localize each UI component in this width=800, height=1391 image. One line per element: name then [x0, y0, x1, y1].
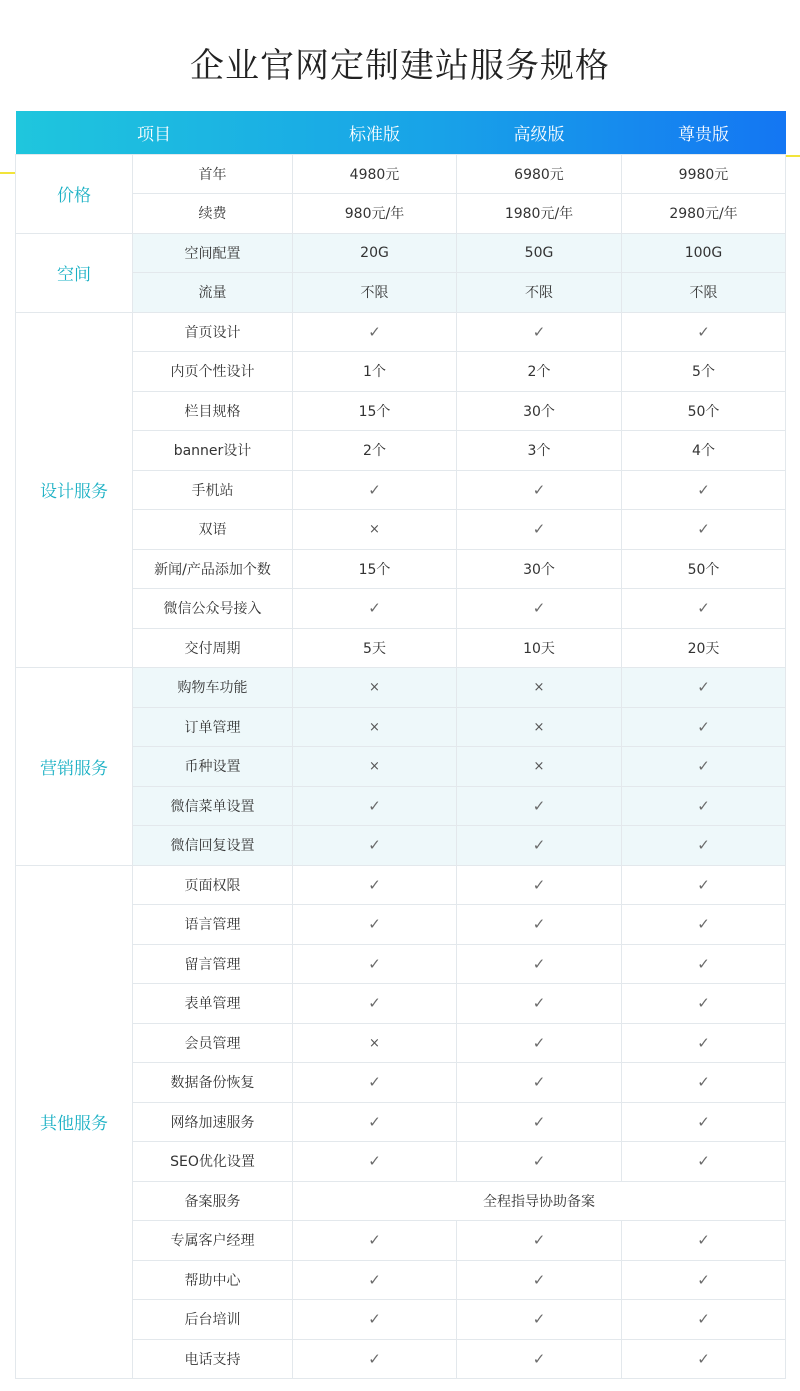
feature-value-cell — [457, 1221, 622, 1261]
feature-value-cell — [622, 154, 786, 194]
check-icon: ✓ — [368, 875, 381, 894]
feature-value-cell — [457, 944, 622, 984]
check-icon: ✓ — [368, 1152, 381, 1171]
feature-value-cell — [457, 154, 622, 194]
header-advanced: 高级版 — [513, 124, 565, 145]
table-header-row — [16, 111, 786, 154]
check-icon: ✓ — [368, 1112, 381, 1131]
feature-value-cell — [457, 233, 622, 273]
feature-value-cell — [293, 1300, 457, 1340]
feature-value: 不限 — [689, 285, 718, 302]
feature-value-cell — [293, 549, 457, 589]
feature-value-cell — [457, 391, 622, 431]
check-icon: ✓ — [532, 1033, 546, 1052]
feature-value-cell — [457, 510, 622, 550]
feature-value-cell — [622, 944, 786, 984]
check-icon: ✓ — [697, 520, 710, 539]
feature-value-cell — [622, 1142, 786, 1182]
category-label: 价格 — [16, 154, 133, 233]
feature-value-cell — [293, 1102, 457, 1142]
feature-value: 50个 — [687, 561, 720, 578]
feature-value: 50G — [524, 244, 554, 261]
feature-value: 20天 — [687, 640, 720, 657]
category-label: 设计服务 — [16, 312, 133, 668]
feature-label: 新闻/产品添加个数 — [133, 549, 293, 589]
feature-value: 5个 — [692, 364, 715, 381]
feature-value-cell — [622, 905, 786, 945]
feature-label: 语言管理 — [133, 905, 293, 945]
feature-value-cell — [622, 984, 786, 1024]
feature-label: SEO优化设置 — [133, 1142, 293, 1182]
feature-value: 9980元 — [678, 166, 729, 183]
feature-value-cell — [622, 826, 786, 866]
check-icon: ✓ — [697, 1231, 710, 1250]
table-row — [16, 154, 786, 194]
feature-value-all: 全程指导协助备案 — [293, 1181, 786, 1221]
category-label: 其他服务 — [16, 865, 133, 1379]
feature-label: banner设计 — [133, 431, 293, 471]
feature-value-cell — [293, 589, 457, 629]
category-label: 空间 — [16, 233, 133, 312]
feature-label: 会员管理 — [133, 1023, 293, 1063]
check-icon: ✓ — [368, 994, 381, 1013]
feature-value-cell — [457, 668, 622, 708]
cross-icon: × — [369, 719, 380, 735]
feature-value-cell — [457, 431, 622, 471]
feature-value-cell — [457, 628, 622, 668]
cross-icon: × — [369, 1035, 380, 1051]
feature-value: 20G — [360, 244, 389, 261]
cross-icon: × — [533, 759, 545, 775]
feature-label: 帮助中心 — [133, 1260, 293, 1300]
check-icon: ✓ — [532, 836, 546, 855]
feature-value-cell — [457, 747, 622, 787]
feature-value-cell — [622, 1023, 786, 1063]
feature-value-cell — [293, 431, 457, 471]
category-label: 营销服务 — [16, 668, 133, 866]
feature-label: 空间配置 — [133, 233, 293, 273]
feature-label: 电话支持 — [133, 1339, 293, 1379]
feature-value: 不限 — [360, 285, 389, 302]
feature-value-cell — [622, 233, 786, 273]
feature-value: 4980元 — [349, 166, 400, 183]
check-icon: ✓ — [532, 1112, 546, 1131]
feature-value: 不限 — [525, 285, 553, 302]
table-row — [16, 312, 786, 352]
feature-value-cell — [622, 431, 786, 471]
feature-value-cell — [293, 747, 457, 787]
check-icon: ✓ — [532, 1310, 546, 1329]
check-icon: ✓ — [697, 1152, 710, 1171]
check-icon: ✓ — [532, 954, 546, 973]
feature-value-cell — [622, 391, 786, 431]
feature-value: 5天 — [363, 640, 386, 657]
feature-value-cell — [622, 589, 786, 629]
check-icon: ✓ — [697, 599, 710, 618]
check-icon: ✓ — [697, 1073, 710, 1092]
feature-value: 2个 — [527, 364, 551, 381]
check-icon: ✓ — [368, 796, 381, 815]
check-icon: ✓ — [697, 1033, 710, 1052]
feature-value-cell — [457, 826, 622, 866]
feature-value-cell — [622, 194, 786, 234]
feature-value-cell — [293, 312, 457, 352]
feature-label: 网络加速服务 — [133, 1102, 293, 1142]
header-item: 项目 — [137, 124, 171, 145]
spec-table — [15, 111, 786, 1379]
check-icon: ✓ — [697, 717, 710, 736]
check-icon: ✓ — [532, 1152, 546, 1171]
check-icon: ✓ — [368, 836, 381, 855]
check-icon: ✓ — [697, 994, 710, 1013]
check-icon: ✓ — [697, 322, 710, 341]
feature-label: 流量 — [133, 273, 293, 313]
feature-value-cell — [622, 1221, 786, 1261]
feature-value-cell — [622, 312, 786, 352]
check-icon: ✓ — [697, 796, 710, 815]
feature-value-cell — [293, 865, 457, 905]
feature-value: 1980元/年 — [504, 206, 574, 223]
check-icon: ✓ — [532, 322, 546, 341]
feature-value-cell — [293, 273, 457, 313]
feature-value-cell — [293, 194, 457, 234]
feature-value-cell — [622, 470, 786, 510]
feature-value: 1个 — [363, 364, 386, 381]
feature-label: 留言管理 — [133, 944, 293, 984]
feature-value-cell — [622, 786, 786, 826]
feature-value-cell — [457, 865, 622, 905]
check-icon: ✓ — [697, 1310, 710, 1329]
feature-label: 备案服务 — [133, 1181, 293, 1221]
feature-value: 4个 — [692, 443, 715, 460]
check-icon: ✓ — [532, 480, 546, 499]
check-icon: ✓ — [532, 1349, 546, 1368]
feature-value: 2个 — [363, 443, 386, 460]
feature-value-cell — [293, 1063, 457, 1103]
feature-value-cell — [293, 391, 457, 431]
check-icon: ✓ — [368, 480, 381, 499]
feature-value-cell — [457, 707, 622, 747]
feature-value-cell — [622, 1300, 786, 1340]
feature-value-cell — [457, 984, 622, 1024]
feature-value-cell — [622, 668, 786, 708]
feature-value-cell — [622, 747, 786, 787]
cross-icon: × — [533, 680, 545, 696]
header-standard: 标准版 — [349, 124, 400, 145]
cross-icon: × — [369, 522, 380, 538]
feature-value-cell — [457, 1339, 622, 1379]
feature-label: 栏目规格 — [133, 391, 293, 431]
cross-icon: × — [369, 759, 380, 775]
feature-value-cell — [457, 1102, 622, 1142]
feature-value-cell — [622, 1063, 786, 1103]
check-icon: ✓ — [532, 875, 546, 894]
check-icon: ✓ — [532, 520, 546, 539]
feature-value-cell — [293, 707, 457, 747]
feature-value-cell — [457, 1260, 622, 1300]
feature-value-cell — [622, 549, 786, 589]
feature-value-cell — [293, 470, 457, 510]
feature-value: 3个 — [527, 443, 551, 460]
feature-label: 后台培训 — [133, 1300, 293, 1340]
feature-value-cell — [293, 1339, 457, 1379]
check-icon: ✓ — [697, 1270, 710, 1289]
feature-value-cell — [293, 628, 457, 668]
check-icon: ✓ — [697, 1112, 710, 1131]
feature-label: 微信公众号接入 — [133, 589, 293, 629]
check-icon: ✓ — [532, 915, 546, 934]
feature-label: 专属客户经理 — [133, 1221, 293, 1261]
check-icon: ✓ — [697, 875, 710, 894]
feature-value: 100G — [684, 244, 723, 261]
check-icon: ✓ — [697, 480, 710, 499]
feature-value-cell — [457, 352, 622, 392]
feature-value-cell — [457, 312, 622, 352]
check-icon: ✓ — [532, 1270, 546, 1289]
feature-value-cell — [293, 984, 457, 1024]
header-premium: 尊贵版 — [678, 124, 729, 145]
feature-value-cell — [457, 549, 622, 589]
feature-label: 数据备份恢复 — [133, 1063, 293, 1103]
check-icon: ✓ — [697, 757, 710, 776]
feature-value-cell — [622, 707, 786, 747]
check-icon: ✓ — [368, 599, 381, 618]
feature-value-cell — [293, 1142, 457, 1182]
check-icon: ✓ — [697, 836, 710, 855]
feature-label: 首页设计 — [133, 312, 293, 352]
feature-label: 首年 — [133, 154, 293, 194]
feature-value-cell — [457, 1023, 622, 1063]
feature-value-cell — [457, 786, 622, 826]
feature-value-cell — [457, 905, 622, 945]
feature-value: 6980元 — [514, 166, 564, 183]
feature-value-cell — [293, 1260, 457, 1300]
feature-value-cell — [622, 865, 786, 905]
check-icon: ✓ — [532, 796, 546, 815]
check-icon: ✓ — [532, 1231, 546, 1250]
feature-label: 购物车功能 — [133, 668, 293, 708]
feature-value: 2980元/年 — [669, 206, 738, 223]
check-icon: ✓ — [697, 954, 710, 973]
feature-value-cell — [293, 905, 457, 945]
feature-value: 30个 — [523, 403, 555, 420]
feature-value-cell — [293, 154, 457, 194]
feature-value-cell — [293, 233, 457, 273]
feature-value-cell — [293, 668, 457, 708]
check-icon: ✓ — [532, 1073, 546, 1092]
feature-value-cell — [622, 628, 786, 668]
table-row — [16, 865, 786, 905]
feature-value-cell — [293, 786, 457, 826]
table-row — [16, 233, 786, 273]
decorative-line — [785, 155, 800, 157]
feature-value-cell — [457, 589, 622, 629]
feature-value-cell — [622, 510, 786, 550]
feature-label: 交付周期 — [133, 628, 293, 668]
feature-value-cell — [293, 1221, 457, 1261]
check-icon: ✓ — [368, 1231, 381, 1250]
check-icon: ✓ — [368, 1349, 381, 1368]
feature-value: 15个 — [358, 403, 391, 420]
feature-value-cell — [293, 826, 457, 866]
feature-value-cell — [622, 1260, 786, 1300]
cross-icon: × — [369, 680, 380, 696]
feature-label: 续费 — [133, 194, 293, 234]
feature-label: 页面权限 — [133, 865, 293, 905]
feature-value-cell — [457, 1300, 622, 1340]
feature-value-cell — [293, 510, 457, 550]
check-icon: ✓ — [532, 994, 546, 1013]
check-icon: ✓ — [368, 1073, 381, 1092]
check-icon: ✓ — [697, 915, 710, 934]
feature-value-cell — [622, 352, 786, 392]
feature-label: 表单管理 — [133, 984, 293, 1024]
feature-value-cell — [457, 1063, 622, 1103]
cross-icon: × — [533, 719, 545, 735]
feature-value-cell — [293, 352, 457, 392]
check-icon: ✓ — [368, 1310, 381, 1329]
feature-value: 15个 — [358, 561, 391, 578]
page-title: 企业官网定制建站服务规格 — [190, 46, 610, 86]
check-icon: ✓ — [368, 1270, 381, 1289]
feature-label: 手机站 — [133, 470, 293, 510]
feature-value-cell — [622, 1102, 786, 1142]
feature-value-cell — [293, 1023, 457, 1063]
feature-label: 双语 — [133, 510, 293, 550]
feature-label: 微信菜单设置 — [133, 786, 293, 826]
feature-value-cell — [457, 470, 622, 510]
check-icon: ✓ — [368, 954, 381, 973]
check-icon: ✓ — [368, 322, 381, 341]
feature-value-cell — [457, 273, 622, 313]
check-icon: ✓ — [697, 1349, 710, 1368]
feature-label: 币种设置 — [133, 747, 293, 787]
feature-label: 订单管理 — [133, 707, 293, 747]
feature-value-cell — [457, 1142, 622, 1182]
feature-label: 内页个性设计 — [133, 352, 293, 392]
feature-value-cell — [457, 194, 622, 234]
table-row — [16, 668, 786, 708]
check-icon: ✓ — [368, 915, 381, 934]
feature-value: 10天 — [523, 640, 555, 657]
feature-value: 30个 — [523, 561, 555, 578]
feature-value: 50个 — [687, 403, 720, 420]
feature-value-cell — [622, 1339, 786, 1379]
feature-value-cell — [622, 273, 786, 313]
feature-value-cell — [293, 944, 457, 984]
feature-label: 微信回复设置 — [133, 826, 293, 866]
check-icon: ✓ — [532, 599, 546, 618]
check-icon: ✓ — [697, 678, 710, 697]
feature-value: 980元/年 — [344, 206, 405, 223]
